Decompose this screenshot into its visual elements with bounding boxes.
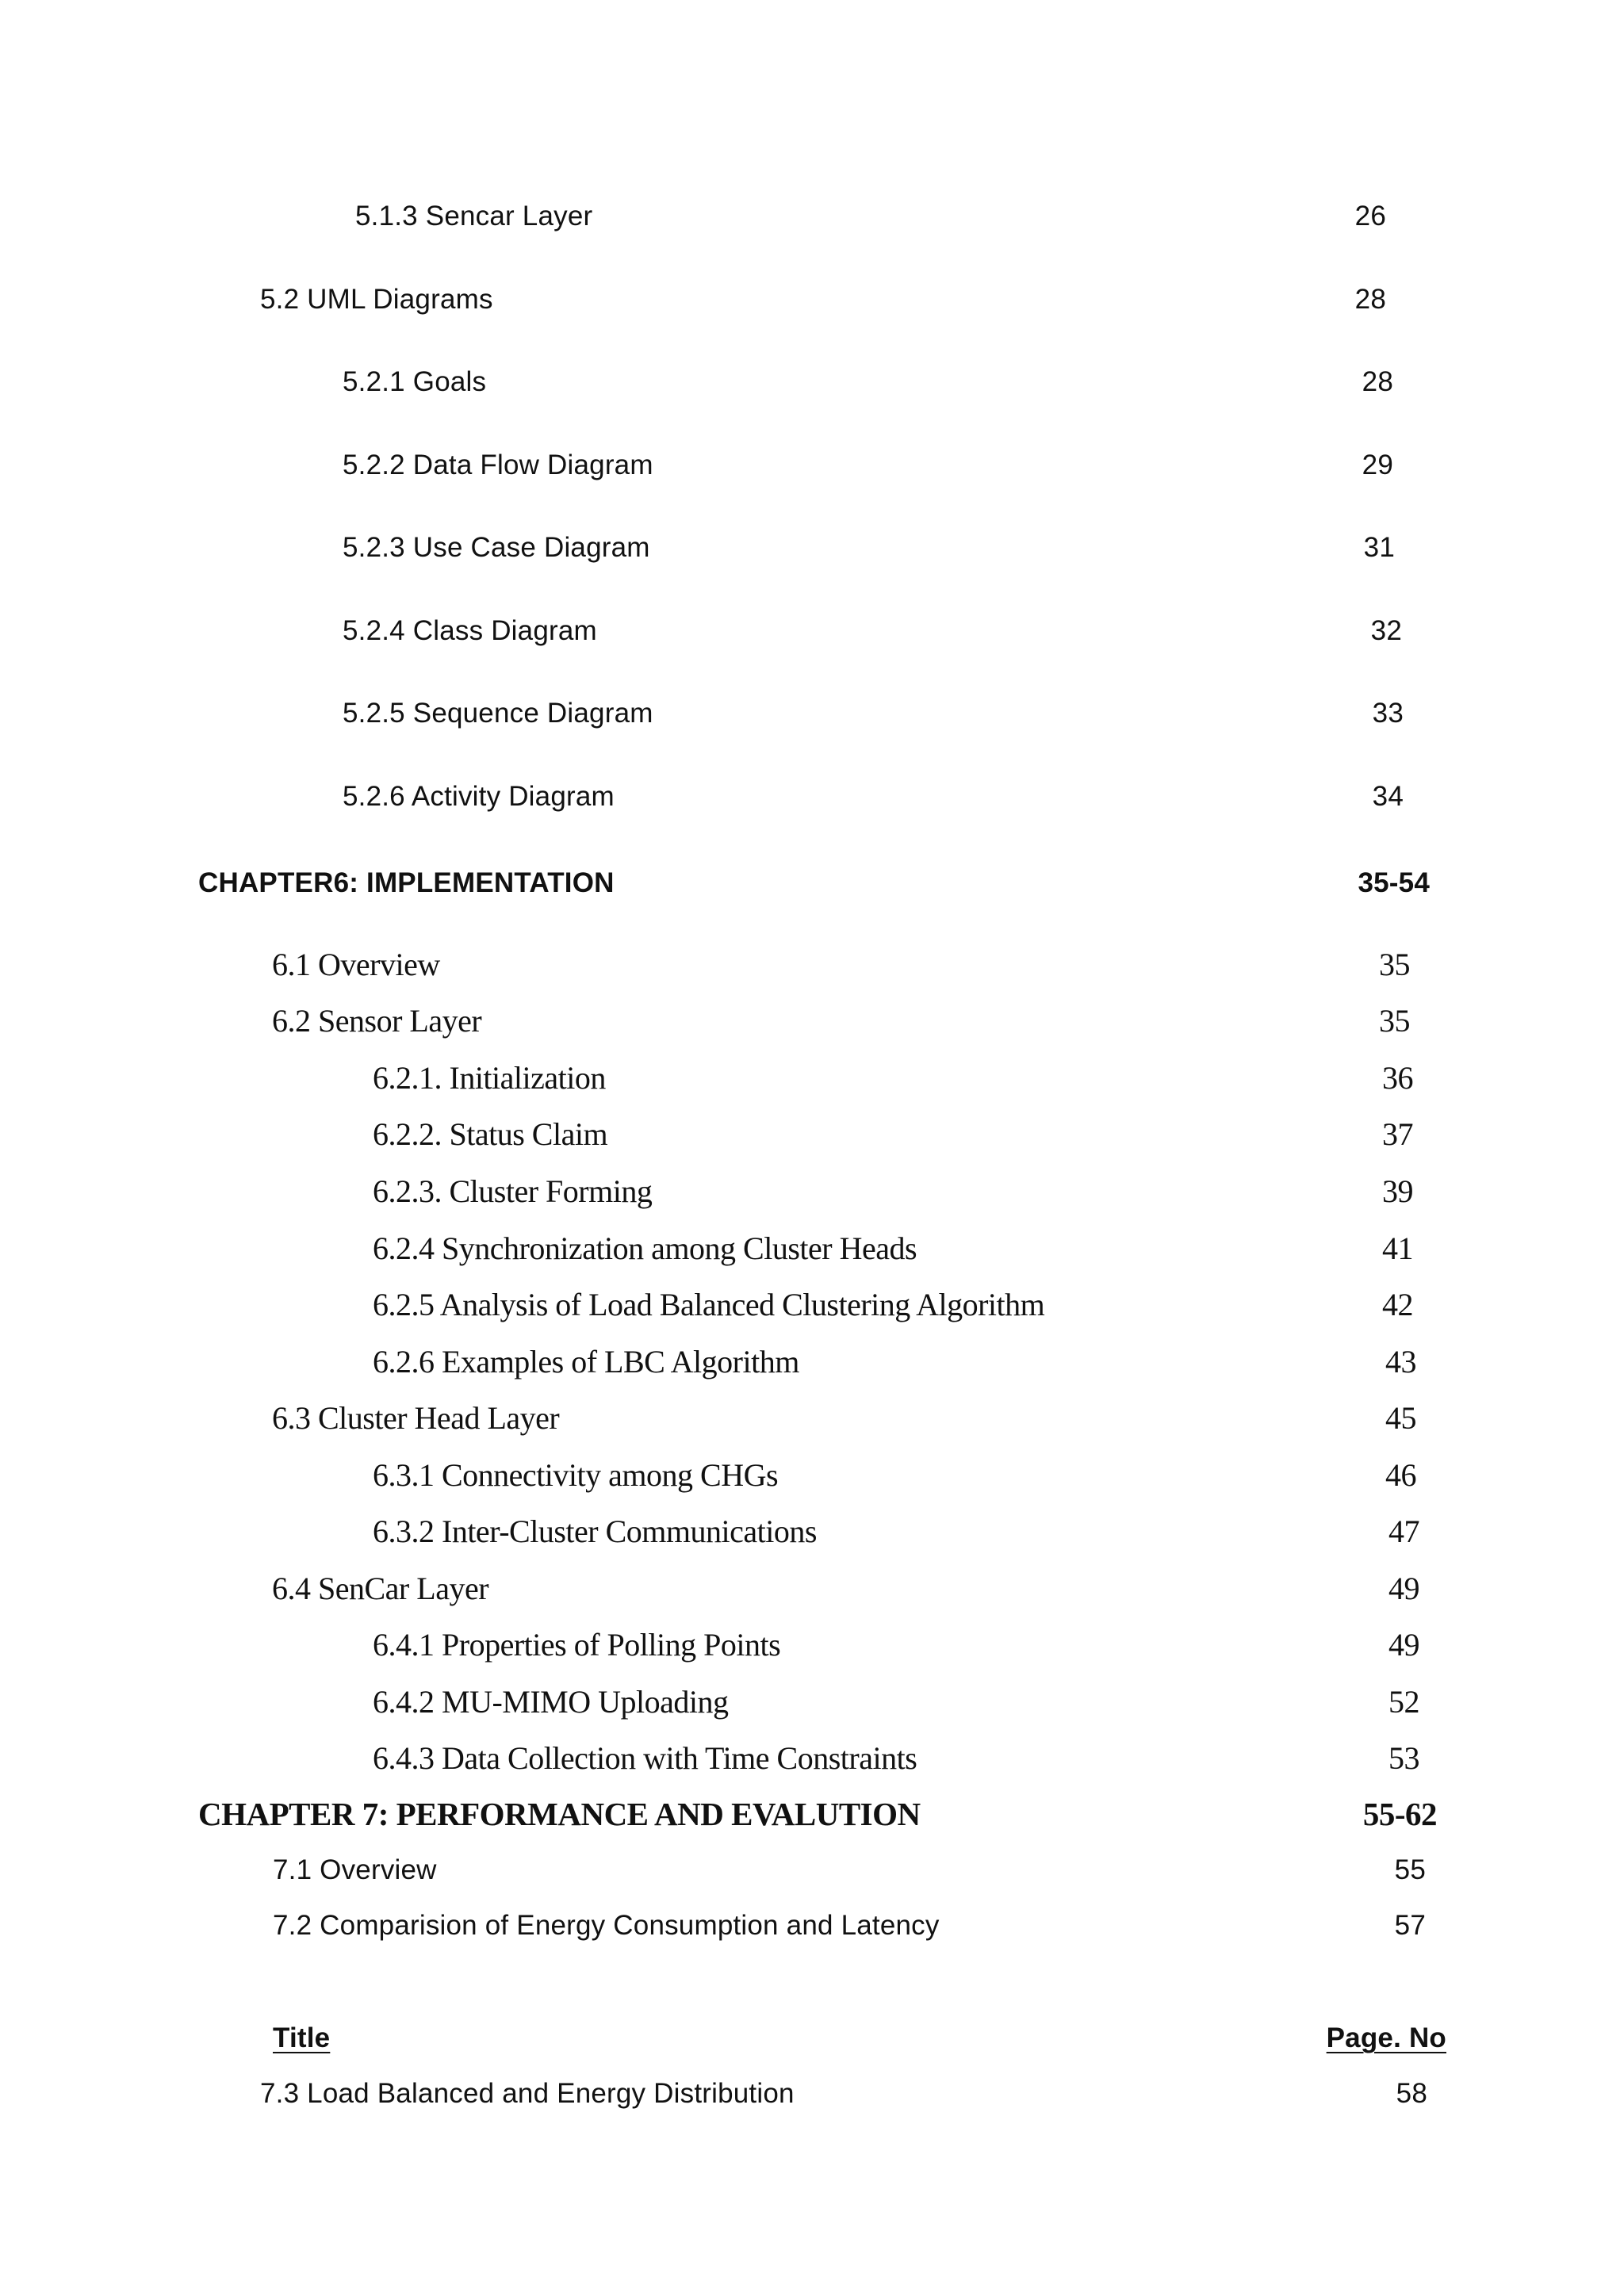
toc-entry-page: 43 — [1385, 1344, 1416, 1380]
toc-entry-title: 6.3.2 Inter-Cluster Communications — [373, 1513, 817, 1549]
toc-entry-page: 52 — [1388, 1684, 1419, 1720]
toc-entry-title: 6.4.1 Properties of Polling Points — [373, 1627, 781, 1663]
toc-entry-title: 6.2.5 Analysis of Load Balanced Clustering Algorithm — [373, 1287, 1045, 1322]
toc-entry-title: 5.2.2 Data Flow Diagram — [343, 450, 653, 480]
toc-entry-title: 5.2.1 Goals — [343, 366, 487, 397]
toc-entry-title: 5.2.6 Activity Diagram — [343, 781, 615, 812]
toc-entry-title: 5.2.5 Sequence Diagram — [343, 698, 653, 729]
chapter-page-range: 35-54 — [1358, 867, 1430, 898]
toc-entry-page: 28 — [1354, 284, 1386, 315]
toc-entry-title: 6.1 Overview — [272, 947, 440, 982]
toc-entry-page: 32 — [1370, 615, 1402, 646]
toc-entry-page: 42 — [1382, 1287, 1413, 1322]
toc-entry-title: 5.1.3 Sencar Layer — [355, 201, 593, 232]
toc-entry-title: 5.2.3 Use Case Diagram — [343, 532, 650, 563]
toc-entry-page: 35 — [1379, 1003, 1410, 1039]
toc-entry-title: 7.3 Load Balanced and Energy Distribution — [260, 2078, 795, 2109]
toc-entry-page: 49 — [1388, 1571, 1419, 1606]
toc-entry-page: 41 — [1382, 1230, 1413, 1266]
column-header-title: Title — [273, 2022, 331, 2053]
toc-entry-title: 6.2 Sensor Layer — [272, 1003, 482, 1039]
toc-entry-page: 46 — [1385, 1457, 1416, 1493]
toc-entry-title: 6.2.1. Initialization — [373, 1060, 606, 1096]
toc-entry-page: 28 — [1362, 366, 1393, 397]
toc-entry-page: 55 — [1394, 1854, 1426, 1885]
toc-entry-page: 53 — [1388, 1740, 1419, 1776]
toc-entry-title: 6.2.6 Examples of LBC Algorithm — [373, 1344, 799, 1380]
toc-entry-page: 57 — [1394, 1910, 1426, 1941]
toc-entry-title: 6.2.2. Status Claim — [373, 1116, 608, 1152]
toc-entry-page: 47 — [1388, 1513, 1419, 1549]
toc-entry-page: 39 — [1382, 1173, 1413, 1209]
toc-entry-title: 6.4.2 MU-MIMO Uploading — [373, 1684, 729, 1720]
toc-entry-page: 37 — [1382, 1116, 1413, 1152]
toc-entry-title: 6.2.4 Synchronization among Cluster Heads — [373, 1230, 917, 1266]
toc-entry-title: 6.4.3 Data Collection with Time Constraints — [373, 1740, 917, 1776]
toc-entry-page: 49 — [1388, 1627, 1419, 1663]
chapter-heading: CHAPTER 7: PERFORMANCE AND EVALUTION — [198, 1796, 921, 1832]
toc-entry-page: 29 — [1362, 450, 1393, 480]
toc-entry-title: 6.3.1 Connectivity among CHGs — [373, 1457, 779, 1493]
toc-entry-title: 5.2.4 Class Diagram — [343, 615, 597, 646]
chapter-page-range: 55-62 — [1362, 1796, 1437, 1832]
column-header-page: Page. No — [1326, 2022, 1446, 2053]
toc-entry-title: 6.4 SenCar Layer — [272, 1571, 489, 1606]
toc-entry-title: 6.2.3. Cluster Forming — [373, 1173, 653, 1209]
toc-entry-page: 26 — [1354, 201, 1386, 232]
toc-entry-page: 45 — [1385, 1400, 1416, 1436]
toc-entry-page: 33 — [1372, 698, 1404, 729]
toc-entry-title: 6.3 Cluster Head Layer — [272, 1400, 560, 1436]
toc-entry-title: 5.2 UML Diagrams — [260, 284, 493, 315]
toc-entry-page: 34 — [1372, 781, 1404, 812]
toc-entry-title: 7.2 Comparision of Energy Consumption and Latency — [273, 1910, 940, 1941]
toc-entry-page: 36 — [1382, 1060, 1413, 1096]
chapter-heading: CHAPTER6: IMPLEMENTATION — [198, 867, 615, 898]
toc-entry-title: 7.1 Overview — [273, 1854, 437, 1885]
toc-entry-page: 58 — [1396, 2078, 1427, 2109]
toc-entry-page: 35 — [1379, 947, 1410, 982]
toc-entry-page: 31 — [1363, 532, 1395, 563]
